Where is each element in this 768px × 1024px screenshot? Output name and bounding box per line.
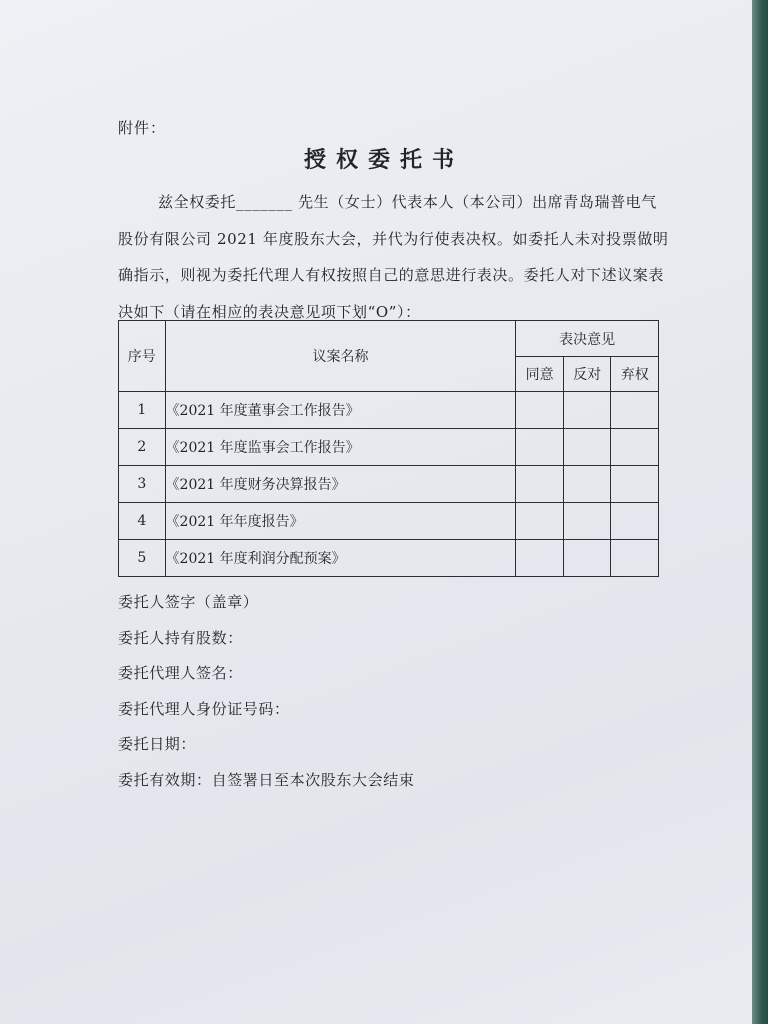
- row-motion-name: 《2021 年年度报告》: [165, 503, 516, 540]
- document-title: 授权委托书: [303, 148, 464, 173]
- validity-period-text: 委托有效期：自签署日至本次股东大会结束: [118, 770, 415, 789]
- oppose-cell[interactable]: [563, 466, 611, 503]
- oppose-cell[interactable]: [563, 540, 611, 577]
- row-seq: 5: [119, 540, 166, 577]
- agree-cell[interactable]: [516, 466, 564, 503]
- row-motion-name: 《2021 年度财务决算报告》: [165, 466, 516, 503]
- agree-cell[interactable]: [516, 429, 564, 466]
- table-header-row: [119, 321, 659, 357]
- abstain-cell[interactable]: [611, 503, 659, 540]
- principal-signature-field[interactable]: 委托人签字（盖章）: [118, 593, 259, 611]
- table-row: [119, 540, 659, 577]
- paragraph-line: 股份有限公司 2021 年度股东大会，并代为行使表决权。如委托人未对投票做明: [118, 229, 669, 248]
- header-agree: 同意: [516, 357, 564, 392]
- paragraph-line: 兹全权委托_______ 先生（女士）代表本人（本公司）出席青岛瑞普电气: [158, 193, 657, 211]
- table-row: [119, 392, 659, 429]
- annex-label: 附件：: [118, 119, 167, 137]
- oppose-cell[interactable]: [563, 503, 611, 540]
- voting-table: [118, 320, 659, 577]
- shares-held-field[interactable]: 委托人持有股数：: [118, 628, 243, 647]
- table-row: [119, 466, 659, 503]
- header-oppose: 反对: [563, 357, 611, 392]
- row-seq: 3: [119, 466, 166, 503]
- table-row: [119, 503, 659, 540]
- header-motion-name: 议案名称: [165, 321, 516, 392]
- agree-cell[interactable]: [516, 540, 564, 577]
- proxy-id-number-field[interactable]: 委托代理人身份证号码：: [118, 699, 290, 718]
- header-abstain: 弃权: [611, 357, 659, 392]
- authorization-date-field[interactable]: 委托日期：: [118, 735, 197, 754]
- paragraph-line: 确指示，则视为委托代理人有权按照自己的意思进行表决。委托人对下述议案表: [118, 266, 665, 284]
- proxy-signature-field[interactable]: 委托代理人签名：: [118, 664, 243, 683]
- oppose-cell[interactable]: [563, 392, 611, 429]
- agree-cell[interactable]: [516, 503, 564, 540]
- row-motion-name: 《2021 年度利润分配预案》: [165, 540, 516, 577]
- row-seq: 1: [119, 392, 166, 429]
- row-seq: 2: [119, 429, 166, 466]
- oppose-cell[interactable]: [563, 429, 611, 466]
- header-vote-opinion: 表决意见: [516, 321, 659, 357]
- abstain-cell[interactable]: [611, 429, 659, 466]
- paragraph-line: 决如下（请在相应的表决意见项下划“O”）：: [118, 302, 421, 321]
- row-seq: 4: [119, 503, 166, 540]
- abstain-cell[interactable]: [611, 392, 659, 429]
- header-seq: 序号: [119, 321, 166, 392]
- row-motion-name: 《2021 年度董事会工作报告》: [165, 392, 516, 429]
- abstain-cell[interactable]: [611, 540, 659, 577]
- row-motion-name: 《2021 年度监事会工作报告》: [165, 429, 516, 466]
- agree-cell[interactable]: [516, 392, 564, 429]
- table-row: [119, 429, 659, 466]
- abstain-cell[interactable]: [611, 466, 659, 503]
- authorization-paragraph: [118, 184, 669, 330]
- signature-block: [118, 590, 414, 804]
